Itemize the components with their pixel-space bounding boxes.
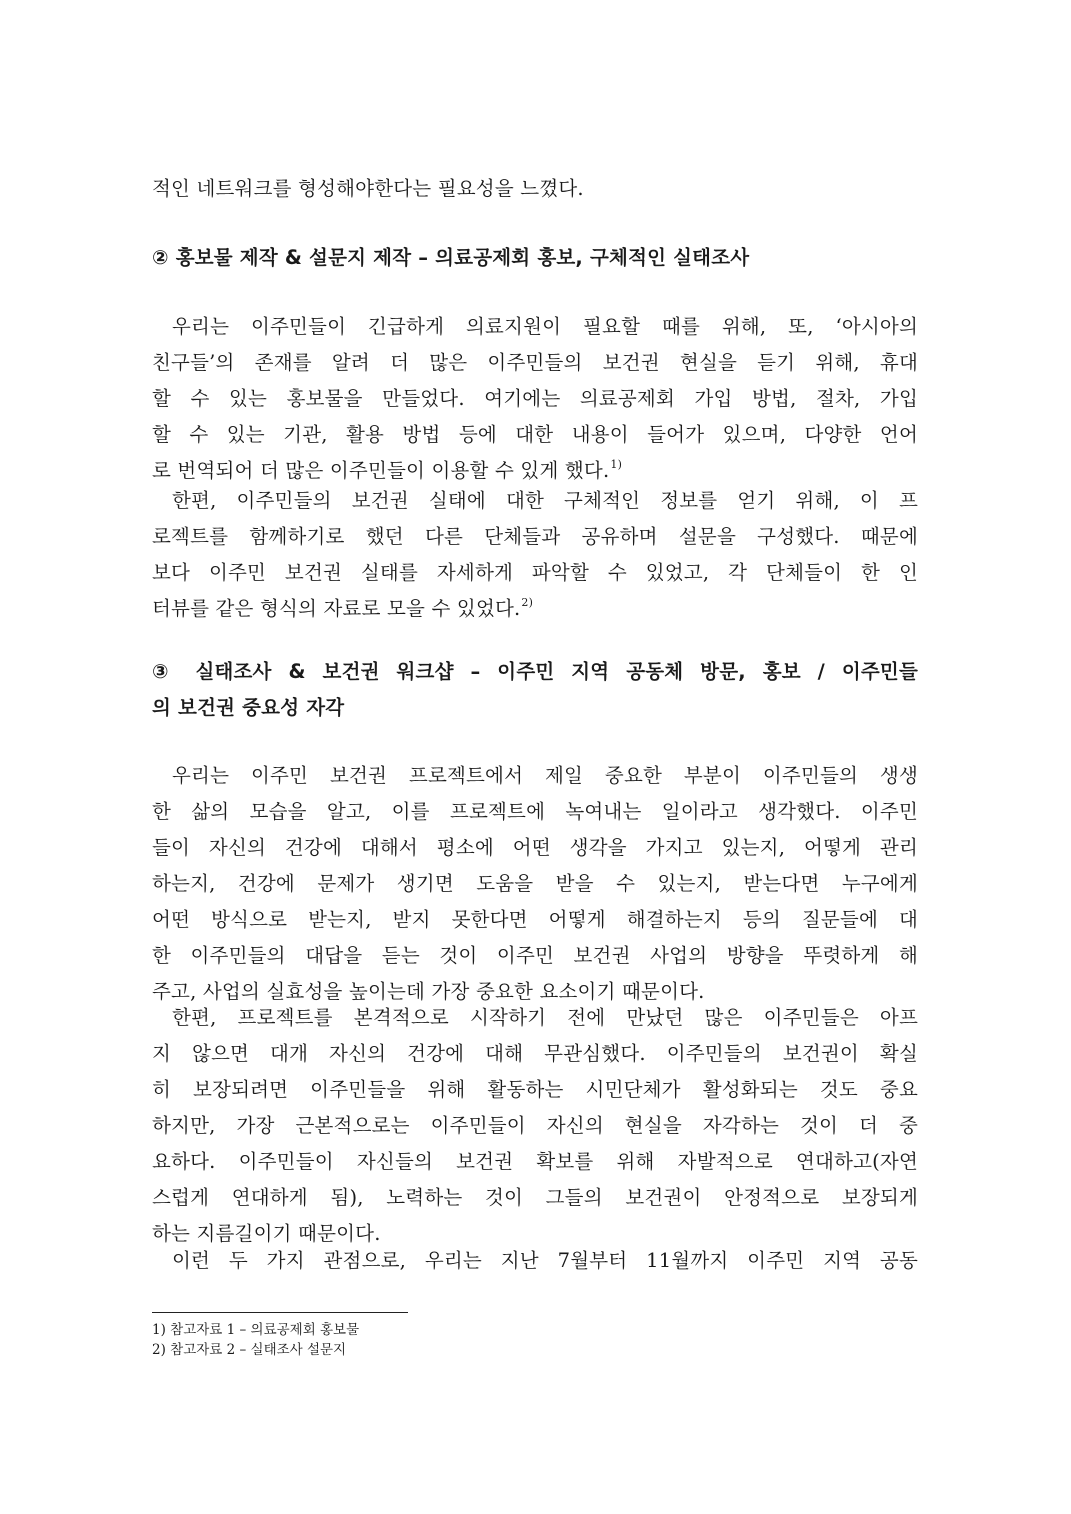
paragraph-line: 한편, 이주민들의 보건권 실태에 대한 구체적인 정보를 얻기 위해, 이 프 (172, 489, 918, 512)
paragraph-line: 친구들’의 존재를 알려 더 많은 이주민들의 보건권 현실을 듣기 위해, 휴대 (152, 351, 918, 374)
paragraph-line: 한 삶의 모습을 알고, 이를 프로젝트에 녹여내는 일이라고 생각했다. 이주민 (152, 800, 918, 823)
footnote-1: 1) 참고자료 1 – 의료공제회 홍보물 (152, 1322, 360, 1338)
paragraph-line: 들이 자신의 건강에 대해서 평소에 어떤 생각을 가지고 있는지, 어떻게 관리 (152, 836, 918, 859)
paragraph-line: 요하다. 이주민들이 자신들의 보건권 확보를 위해 자발적으로 연대하고(자연 (152, 1150, 918, 1173)
paragraph-line: 주고, 사업의 실효성을 높이는데 가장 중요한 요소이기 때문이다. (152, 980, 705, 1003)
section-3-paragraph-2 (152, 1000, 918, 1252)
heading-line: 의 보건권 중요성 자각 (152, 696, 345, 719)
footnote-2: 2) 참고자료 2 – 실태조사 설문지 (152, 1342, 347, 1358)
section-3-heading (152, 654, 918, 726)
section-2-paragraph-2 (152, 483, 918, 627)
paragraph-line: 하지만, 가장 근본적으로는 이주민들이 자신의 현실을 자각하는 것이 더 중 (152, 1114, 918, 1137)
paragraph-line: 이런 두 가지 관점으로, 우리는 지난 7월부터 11월까지 이주민 지역 공동 (172, 1249, 918, 1272)
paragraph-line: 보다 이주민 보건권 실태를 자세하게 파악할 수 있었고, 각 단체들이 한 인 (152, 561, 918, 584)
footnote-separator (152, 1312, 408, 1313)
paragraph-line: 어떤 방식으로 받는지, 받지 못한다면 어떻게 해결하는지 등의 질문들에 대 (152, 908, 918, 931)
section-2-paragraph-1 (152, 309, 918, 489)
heading-line: ② 홍보물 제작 & 설문지 제작 – 의료공제회 홍보, 구체적인 실태조사 (152, 246, 750, 269)
paragraph-line: 한편, 프로젝트를 본격적으로 시작하기 전에 만났던 많은 이주민들은 아프 (172, 1006, 918, 1029)
paragraph-line: 히 보장되려면 이주민들을 위해 활동하는 시민단체가 활성화되는 것도 중요 (152, 1078, 918, 1101)
heading-line: ③ 실태조사 & 보건권 워크샵 – 이주민 지역 공동체 방문, 홍보 / 이주민들 (152, 660, 918, 683)
paragraph-line: 한 이주민들의 대답을 듣는 것이 이주민 보건권 사업의 방향을 뚜렷하게 해 (152, 944, 918, 967)
footnote-ref-2: 2) (521, 596, 534, 609)
section-3-paragraph-3 (152, 1243, 918, 1279)
continuation-paragraph (152, 171, 918, 207)
paragraph-line-text: 로 번역되어 더 많은 이주민들이 이용할 수 있게 했다. (152, 459, 610, 482)
paragraph-line: 하는지, 건강에 문제가 생기면 도움을 받을 수 있는지, 받는다면 누구에게 (152, 872, 918, 895)
paragraph-line-text: 터뷰를 같은 형식의 자료로 모을 수 있었다. (152, 597, 521, 620)
paragraph-line: 지 않으면 대개 자신의 건강에 대해 무관심했다. 이주민들의 보건권이 확실 (152, 1042, 918, 1065)
footnote-ref-1: 1) (610, 458, 623, 471)
paragraph-line (152, 591, 918, 627)
paragraph-line: 할 수 있는 기관, 활용 방법 등에 대한 내용이 들어가 있으며, 다양한 언어 (152, 423, 918, 446)
paragraph-line: 우리는 이주민 보건권 프로젝트에서 제일 중요한 부분이 이주민들의 생생 (172, 764, 918, 787)
section-3-paragraph-1 (152, 758, 918, 1010)
paragraph-line: 로젝트를 함께하기로 했던 다른 단체들과 공유하며 설문을 구성했다. 때문에 (152, 525, 918, 548)
paragraph-line: 하는 지름길이기 때문이다. (152, 1222, 381, 1245)
paragraph-line: 할 수 있는 홍보물을 만들었다. 여기에는 의료공제회 가입 방법, 절차, 가입 (152, 387, 918, 410)
section-2-heading (152, 240, 918, 276)
paragraph-line: 우리는 이주민들이 긴급하게 의료지원이 필요할 때를 위해, 또, ‘아시아의 (172, 315, 918, 338)
footnotes (152, 1320, 752, 1360)
paragraph-line: 스럽게 연대하게 됨), 노력하는 것이 그들의 보건권이 안정적으로 보장되게 (152, 1186, 918, 1209)
paragraph-line: 적인 네트워크를 형성해야한다는 필요성을 느꼈다. (152, 177, 584, 200)
